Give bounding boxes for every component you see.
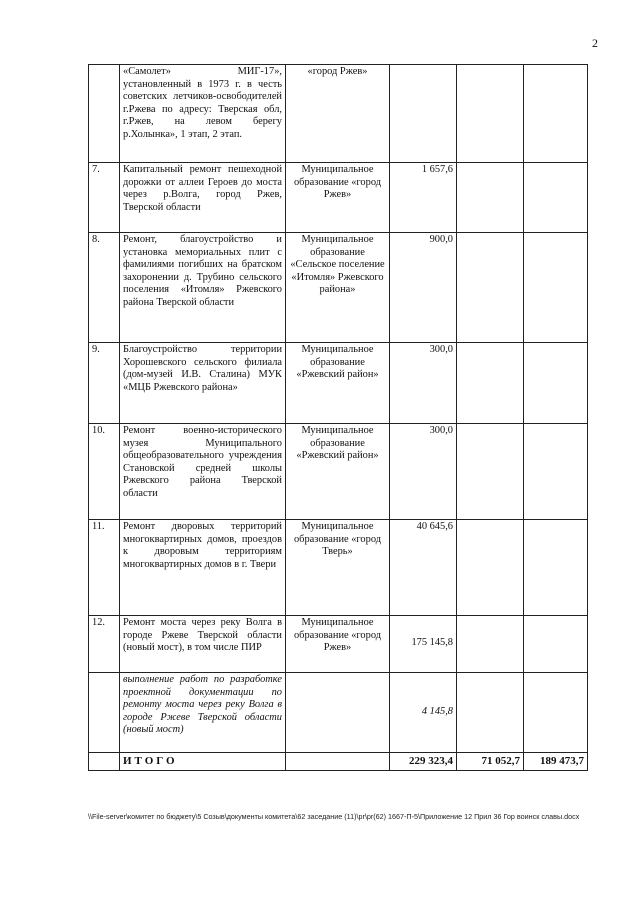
object-name: Ремонт военно-исторического музея Муниципального общеобразовательного учреждения Становской средней школы Ржевского района Тверской области — [120, 424, 286, 520]
amount-total: 175 145,8 — [390, 616, 457, 673]
subrow-name: выполнение работ по разработке проектной документации по ремонту моста через реку Волга в городе Ржеве Тверской области (новый мост) — [120, 673, 286, 753]
row-number: 9. — [89, 343, 120, 424]
row-number: 7. — [89, 163, 120, 233]
total-row — [89, 753, 588, 771]
total-label: ИТОГО — [120, 753, 286, 771]
amount-year-1 — [457, 65, 524, 163]
amount-year-2 — [524, 163, 588, 233]
amount-year-2 — [524, 233, 588, 343]
row-number: 8. — [89, 233, 120, 343]
amount-year-1 — [457, 424, 524, 520]
amount-year-2 — [524, 343, 588, 424]
object-name: Благоустройство территории Хорошевского сельского филиала (дом-музей И.В. Сталина) МУК «МЦБ Ржевского района» — [120, 343, 286, 424]
row-number: 12. — [89, 616, 120, 673]
recipient: «город Ржев» — [286, 65, 390, 163]
budget-table — [88, 64, 588, 771]
table-row — [89, 424, 588, 520]
total-year-2: 189 473,7 — [524, 753, 588, 771]
amount-total — [390, 65, 457, 163]
amount-year-2 — [524, 520, 588, 616]
object-name: Ремонт моста через реку Волга в городе Ржеве Тверской области (новый мост), в том числе ПИР — [120, 616, 286, 673]
table-row — [89, 343, 588, 424]
recipient: Муниципальное образование «Ржевский район» — [286, 424, 390, 520]
amount-total: 900,0 — [390, 233, 457, 343]
table-row — [89, 65, 588, 163]
subrow-amount: 4 145,8 — [390, 673, 457, 753]
table-subrow — [89, 673, 588, 753]
table-row — [89, 233, 588, 343]
amount-year-2 — [524, 616, 588, 673]
page-number: 2 — [592, 36, 598, 50]
table-row — [89, 163, 588, 233]
amount-year-1 — [457, 233, 524, 343]
amount-year-1 — [457, 343, 524, 424]
row-number — [89, 65, 120, 163]
row-number: 11. — [89, 520, 120, 616]
total-sum: 229 323,4 — [390, 753, 457, 771]
object-name: Ремонт, благоустройство и установка мемориальных плит с фамилиями погибших на братском захоронении д. Трубино сельского поселения «Итомля» Ржевского района Тверской области — [120, 233, 286, 343]
object-name: Капитальный ремонт пешеходной дорожки от аллеи Героев до моста через р.Волга, город Ржев, Тверской области — [120, 163, 286, 233]
recipient: Муниципальное образование «город Ржев» — [286, 616, 390, 673]
object-name: «Самолет» МИГ-17», установленный в 1973 г. в честь советских летчиков-освободителей г.Ржева по адресу: Тверская обл, г.Ржев, на левом берегу р.Холынка», 1 этап, 2 этап. — [120, 65, 286, 163]
file-path-footer: \\File-server\комитет по бюджету\5 Созыв\документы комитета\62 заседание (11)\pr\pr(62) 1667-П-5\Приложение 12 Прил 36 Гор воинск славы.docx — [88, 812, 580, 821]
amount-total: 300,0 — [390, 424, 457, 520]
amount-total: 300,0 — [390, 343, 457, 424]
recipient: Муниципальное образование «Сельское поселение «Итомля» Ржевского района» — [286, 233, 390, 343]
object-name: Ремонт дворовых территорий многоквартирных домов, проездов к дворовым территориям многоквартирных домов в г. Твери — [120, 520, 286, 616]
amount-year-1 — [457, 163, 524, 233]
table-row — [89, 616, 588, 673]
amount-year-1 — [457, 616, 524, 673]
total-year-1: 71 052,7 — [457, 753, 524, 771]
table-row — [89, 520, 588, 616]
recipient: Муниципальное образование «город Тверь» — [286, 520, 390, 616]
amount-year-2 — [524, 424, 588, 520]
amount-year-1 — [457, 520, 524, 616]
recipient: Муниципальное образование «Ржевский район» — [286, 343, 390, 424]
amount-year-2 — [524, 65, 588, 163]
amount-total: 1 657,6 — [390, 163, 457, 233]
recipient: Муниципальное образование «город Ржев» — [286, 163, 390, 233]
amount-total: 40 645,6 — [390, 520, 457, 616]
row-number: 10. — [89, 424, 120, 520]
